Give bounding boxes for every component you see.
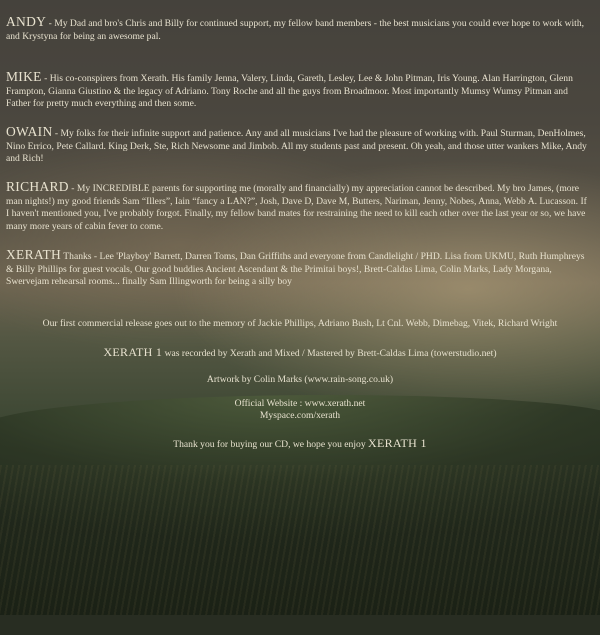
closing-text: Thank you for buying our CD, we hope you enjoy xyxy=(173,439,369,450)
thanks-text: - My folks for their infinite support and patience. Any and all musicians I've had the pleasure of working with. Paul Sturman, DenHolmes, Nino Errico, Pete Callard. King Derk, Ste, Rich Newsome and Jimbob. All my students past and present. Oh yeah, and those utter wankers Mike, Andy and Rich! xyxy=(6,128,587,165)
memorial-line: Our first commercial release goes out to the memory of Jackie Phillips, Adriano Bush, Lt Cnl. Webb, Dimebag, Vitek, Richard Wright xyxy=(42,318,558,329)
myspace-link: Myspace.com/xerath xyxy=(259,410,341,421)
thanks-text: - My Dad and bro's Chris and Billy for continued support, my fellow band members - the best musicians you could ever hope to work with, and Krystyna for being an awesome pal. xyxy=(6,18,585,42)
album-name: XERATH 1 xyxy=(103,345,163,359)
thanks-richard xyxy=(6,181,591,233)
thanks-mike xyxy=(6,71,591,111)
thanks-text: - His co-conspirers from Xerath. His family Jenna, Valery, Linda, Gareth, Lesley, Lee & John Pitman, Iris Young. Alan Harrington, Glenn Frampton, Gianna Giustino & the legacy of Adriano. Tony Roche and all the guys from Broadmoor. Most importantly Mumsy Wumsy Pitman and Father for pretty much everything and then some. xyxy=(6,73,573,110)
recording-credit-text: was recorded by Xerath and Mixed / Mastered by Brett-Caldas Lima (towerstudio.net) xyxy=(162,348,497,359)
artwork-credit: Artwork by Colin Marks (www.rain-song.co.uk) xyxy=(206,374,394,385)
album-name: XERATH 1 xyxy=(368,436,427,450)
official-website: Official Website : www.xerath.net xyxy=(234,398,366,409)
closing-message xyxy=(0,437,600,452)
thanks-xerath xyxy=(6,249,591,289)
thanks-text: Thanks - Lee 'Playboy' Barrett, Darren Toms, Dan Griffiths and everyone from Candlelight / PHD. Lisa from UKMU, Ruth Humphreys & Billy Phillips for guest vocals, Our good buddies Ancient Ascendant & the Primitai boys!, Brett-Caldas Lima, Colin Marks, Lady Morgana, Swervejam rehearsal rooms... finally Sam Illingworth for being a silly boy xyxy=(6,251,585,288)
member-name: RICHARD xyxy=(6,179,69,194)
recording-credit xyxy=(0,346,600,361)
thanks-owain xyxy=(6,126,591,166)
member-name: OWAIN xyxy=(6,124,53,139)
thanks-andy xyxy=(6,16,591,43)
band-name: XERATH xyxy=(6,247,62,262)
member-name: MIKE xyxy=(6,69,42,84)
thanks-text: - My INCREDIBLE parents for supporting me (morally and financially) my appreciation cannot be described. My bro James, (more man nights!) my good friends Sam “Illers”, Iain “fancy a LAN?”, Josh, Dave D, Dave M, Butters, Nariman, Jenny, Nobes, Anna, Webb A. Lucasson. If I haven't mentioned you, I've probably forgot. Finally, my fellow band mates for restraining the need to kill each other over the last year or so, we have many more years of cabin fever to come. xyxy=(6,183,587,232)
member-name: ANDY xyxy=(6,14,47,29)
